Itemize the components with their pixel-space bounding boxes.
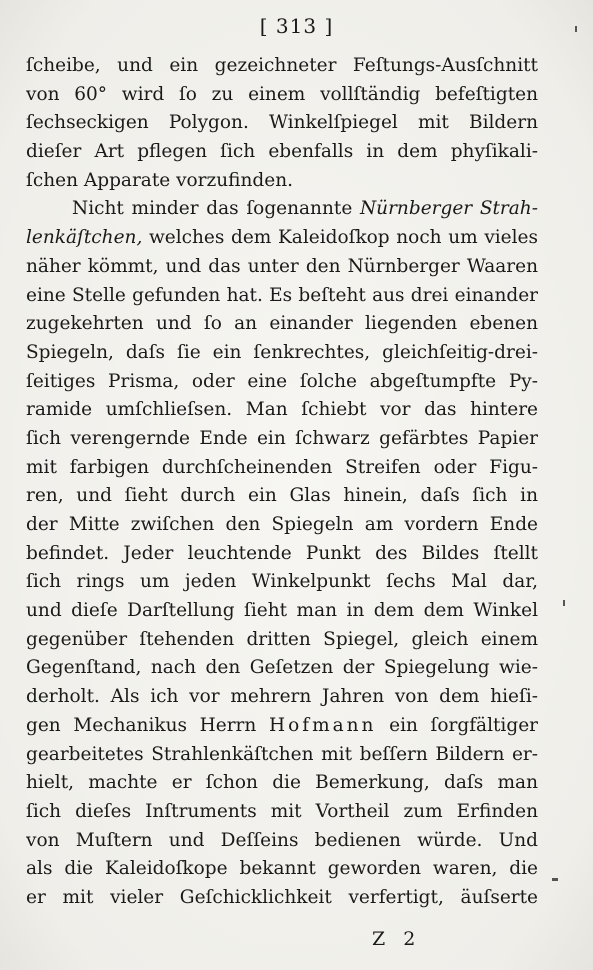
body-text [26, 52, 538, 913]
text-line [26, 712, 538, 741]
text-line [26, 253, 538, 282]
text-segment: ren, und ſieht durch ein Glas hinein, daſs ſich in [26, 485, 538, 507]
text-line [26, 52, 538, 81]
text-segment: Gegenſtand, nach den Geſetzen der Spiegelung wie- [26, 657, 538, 679]
text-segment: eine Stelle gefunden hat. Es beſteht aus drei einander [26, 284, 538, 306]
text-line [26, 224, 538, 253]
text-segment: ſich rings um jeden Winkelpunkt ſechs Mal dar, [26, 571, 538, 593]
signature-mark: Z 2 [372, 928, 422, 950]
text-line [26, 654, 538, 683]
text-segment: gearbeitetes Strahlenkäſtchen mit beſſern Bildern er- [26, 743, 538, 765]
text-segment: gegenüber ſtehenden dritten Spiegel, gleich einem [26, 628, 538, 650]
text-line [26, 195, 538, 224]
text-line [26, 396, 538, 425]
text-segment: ſeitiges Prisma, oder eine ſolche abgeſtumpfte Py- [26, 370, 538, 392]
text-line [26, 511, 538, 540]
text-segment: ſich verengernde Ende ein ſchwarz gefärbtes Papier [26, 427, 538, 449]
italic-text: lenkäſtchen, [26, 227, 143, 249]
text-segment: ſechseckigen Polygon. Winkelſpiegel mit Bildern [26, 112, 538, 134]
text-segment: mit farbigen durchſcheinenden Streifen oder Figu- [26, 456, 538, 478]
text-line [26, 454, 538, 483]
text-segment: ſcheibe, und ein gezeichneter Feſtungs-Ausſchnitt [26, 55, 538, 76]
text-line [26, 540, 538, 569]
text-line [26, 282, 538, 311]
text-line [26, 568, 538, 597]
text-segment: ramide umſchlieſsen. Man ſchiebt vor das hintere [26, 399, 538, 421]
text-line [26, 310, 538, 339]
text-line [26, 482, 538, 511]
text-segment: befindet. Jeder leuchtende Punkt des Bildes ſtellt [26, 542, 538, 564]
text-line [26, 368, 538, 397]
text-line [26, 425, 538, 454]
text-segment: gen Mechanikus Herrn [26, 714, 269, 736]
text-segment: Spiegeln, daſs ſie ein ſenkrechtes, gleichſeitig-drei- [26, 341, 538, 363]
text-line [26, 798, 538, 827]
margin-mark [552, 878, 558, 881]
text-segment: ſich dieſes Inſtruments mit Vortheil zum Erfinden [26, 800, 538, 822]
text-segment: er mit vieler Geſchicklichkeit verfertigt, äuſserte [26, 886, 538, 908]
text-segment: ſchen Apparate vorzufinden. [26, 169, 294, 191]
text-line [26, 339, 538, 368]
text-line [26, 683, 538, 712]
text-line [26, 81, 538, 110]
text-segment: ein ſorgfältiger [376, 714, 538, 736]
text-line [26, 138, 538, 167]
text-segment: zugekehrten und ſo an einander liegenden ebenen [26, 313, 538, 335]
text-segment: Nicht minder das ſogenannte [72, 198, 360, 220]
text-segment: näher kömmt, und das unter den Nürnberger Waaren [26, 255, 538, 277]
page-number: [ 313 ] [259, 14, 334, 38]
text-line [26, 109, 538, 138]
text-segment: welches dem Kaleidoſkop noch um vieles [142, 227, 538, 249]
text-segment: derholt. Als ich vor mehrern Jahren von dem hieſi- [26, 686, 538, 708]
italic-text: Nürnberger Strah- [359, 198, 538, 220]
text-segment: von 60° wird ſo zu einem vollſtändig befeſtigten [26, 83, 538, 105]
text-line [26, 884, 538, 913]
text-line [26, 167, 538, 196]
spaced-name: Hofmann [268, 714, 377, 736]
text-segment: als die Kaleidoſkope bekannt geworden waren, die [26, 858, 538, 880]
text-segment: von Muſtern und Deſſeins bedienen würde. Und [26, 829, 538, 851]
text-segment: dieſer Art pflegen ſich ebenfalls in dem phyſikali- [26, 141, 538, 163]
text-line [26, 769, 538, 798]
margin-mark [563, 600, 565, 606]
text-segment: der Mitte zwiſchen den Spiegeln am vordern Ende [26, 514, 538, 535]
text-line [26, 827, 538, 856]
text-line [26, 626, 538, 655]
text-line [26, 855, 538, 884]
text-segment: und dieſe Darſtellung ſieht man in dem dem Winkel [26, 600, 538, 622]
text-line [26, 597, 538, 626]
margin-mark [575, 26, 577, 32]
text-line [26, 741, 538, 770]
text-segment: hielt, machte er ſchon die Bemerkung, daſs man [26, 772, 538, 794]
